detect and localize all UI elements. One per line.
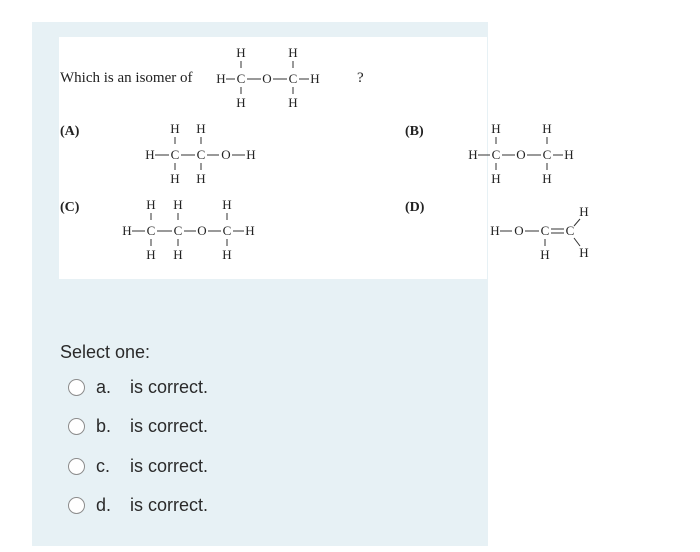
atom-h: H	[122, 223, 132, 238]
answer-option-d[interactable]	[68, 492, 208, 518]
atom-c: C	[236, 71, 246, 86]
atom-c: C	[491, 147, 501, 162]
atom-c: C	[173, 223, 183, 238]
atom-c: C	[565, 223, 575, 238]
atom-h: H	[491, 121, 501, 136]
radio-button[interactable]	[68, 497, 85, 514]
atom-c: C	[170, 147, 180, 162]
atom-o: O	[221, 147, 231, 162]
atom-h: H	[579, 204, 589, 219]
radio-button[interactable]	[68, 458, 85, 475]
atom-h: H	[146, 197, 156, 212]
option-b-label: (B)	[405, 124, 424, 139]
answer-text: is correct.	[130, 455, 209, 476]
option-c-label: (C)	[60, 200, 80, 215]
atom-h: H	[222, 247, 232, 262]
atom-o: O	[514, 223, 524, 238]
atom-h: H	[196, 171, 206, 186]
atom-h: H	[146, 247, 156, 262]
bond	[574, 219, 580, 226]
option-c-structure	[118, 196, 268, 264]
atom-h: H	[222, 197, 232, 212]
answer-option-b[interactable]	[68, 413, 208, 439]
atom-h: H	[542, 171, 552, 186]
atom-h: H	[288, 95, 298, 110]
atom-h: H	[246, 147, 256, 162]
atom-c: C	[196, 147, 206, 162]
atom-h: H	[236, 95, 246, 110]
radio-button[interactable]	[68, 379, 85, 396]
atom-h: H	[145, 147, 155, 162]
answer-option-a[interactable]	[68, 374, 208, 400]
atom-h: H	[196, 121, 206, 136]
atom-h: H	[216, 71, 226, 86]
atom-h: H	[540, 247, 550, 262]
radio-button[interactable]	[68, 418, 85, 435]
atom-h: H	[564, 147, 574, 162]
answer-option-c[interactable]	[68, 453, 208, 479]
atom-h: H	[170, 121, 180, 136]
option-a-structure	[142, 120, 272, 188]
answer-letter: a.	[96, 376, 112, 397]
answer-letter: d.	[96, 494, 112, 515]
atom-h: H	[170, 171, 180, 186]
atom-c: C	[146, 223, 156, 238]
atom-h: H	[542, 121, 552, 136]
option-d-label: (D)	[405, 200, 425, 215]
atom-h: H	[288, 45, 298, 60]
atom-c: C	[222, 223, 232, 238]
answer-letter: c.	[96, 455, 111, 476]
atom-h: H	[236, 45, 246, 60]
atom-o: O	[516, 147, 526, 162]
option-a-label: (A)	[60, 124, 80, 139]
atom-c: C	[540, 223, 550, 238]
answer-letter: b.	[96, 415, 112, 436]
select-one-label: Select one:	[60, 342, 151, 362]
atom-h: H	[310, 71, 320, 86]
atom-h: H	[490, 223, 500, 238]
atom-c: C	[542, 147, 552, 162]
atom-h: H	[173, 197, 183, 212]
atom-o: O	[262, 71, 272, 86]
atom-o: O	[197, 223, 207, 238]
atom-h: H	[491, 171, 501, 186]
atom-h: H	[245, 223, 255, 238]
question-mark: ?	[357, 70, 364, 86]
question-structure	[210, 46, 340, 114]
option-d-structure	[486, 196, 606, 264]
atom-h: H	[173, 247, 183, 262]
option-b-structure	[465, 120, 595, 188]
answer-text: is correct.	[130, 376, 209, 397]
answer-text: is correct.	[130, 415, 209, 436]
answer-text: is correct.	[130, 494, 209, 515]
atom-h: H	[468, 147, 478, 162]
atom-c: C	[288, 71, 298, 86]
atom-h: H	[579, 245, 589, 260]
question-prompt: Which is an isomer of	[60, 70, 193, 86]
